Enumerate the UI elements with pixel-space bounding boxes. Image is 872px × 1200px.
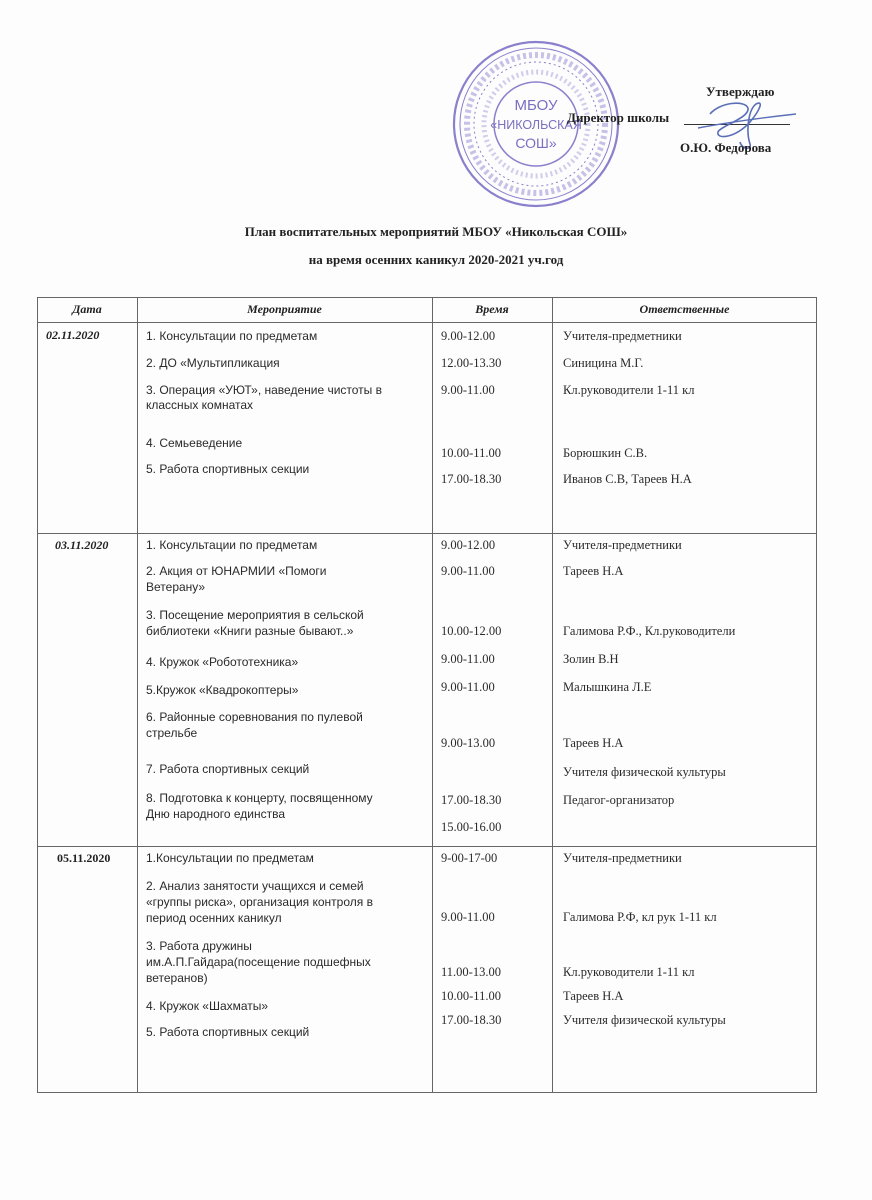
responsible-item: Борюшкин С.В. [563, 446, 648, 460]
svg-text:СОШ»: СОШ» [515, 135, 557, 151]
approval-role: Директор школы [567, 110, 670, 125]
activity-item: 4. Семьеведение [146, 436, 243, 450]
activity-item: 5. Работа спортивных секций [146, 1025, 310, 1039]
responsible-item: Учителя-предметники [563, 329, 682, 343]
activity-item: 2. Акция от ЮНАРМИИ «Помоги [146, 564, 327, 578]
time-item: 9.00-12.00 [441, 538, 496, 552]
responsible-item: Галимова Р.Ф, кл рук 1-11 кл [563, 910, 717, 924]
row-date: 02.11.2020 [46, 328, 100, 342]
activity-item: ветеранов) [146, 971, 208, 985]
responsible-item: Кл.руководители 1-11 кл [563, 383, 695, 397]
responsible-item: Синицина М.Г. [563, 356, 644, 370]
time-item: 9.00-11.00 [441, 680, 495, 694]
activity-item: «группы риска», организация контроля в [146, 895, 373, 909]
time-item: 9.00-11.00 [441, 910, 495, 924]
activity-item: 6. Районные соревнования по пулевой [146, 710, 363, 724]
responsible-item: Тареев Н.А [563, 989, 624, 1003]
activity-item: Ветерану» [146, 580, 206, 594]
time-item: 15.00-16.00 [441, 820, 502, 834]
row-divider [38, 846, 816, 847]
row-divider [38, 533, 816, 534]
time-item: 9.00-13.00 [441, 736, 496, 750]
row-date: 05.11.2020 [57, 851, 111, 865]
time-item: 9-00-17-00 [441, 851, 498, 865]
responsible-item: Педагог-организатор [563, 793, 675, 807]
activity-item: 5.Кружок «Квадрокоптеры» [146, 683, 299, 697]
time-item: 11.00-13.00 [441, 965, 501, 979]
approval-name: О.Ю. Федорова [680, 140, 772, 155]
responsible-item: Учителя-предметники [563, 538, 682, 552]
time-item: 17.00-18.30 [441, 1013, 502, 1027]
activity-item: классных комнатах [146, 398, 254, 412]
column-divider [432, 298, 433, 1092]
time-item: 12.00-13.30 [441, 356, 502, 370]
time-item: 9.00-11.00 [441, 383, 495, 397]
activity-item: 1. Консультации по предметам [146, 329, 318, 343]
time-item: 17.00-18.30 [441, 793, 502, 807]
column-divider [552, 298, 553, 1092]
document-title: План воспитательных мероприятий МБОУ «Никольская СОШ» [244, 224, 628, 239]
time-item: 9.00-11.00 [441, 652, 495, 666]
responsible-item: Малышкина Л.Е [563, 680, 652, 694]
time-item: 17.00-18.30 [441, 472, 502, 486]
header-date: Дата [72, 302, 102, 316]
activity-item: период осенних каникул [146, 911, 282, 925]
time-item: 10.00-11.00 [441, 446, 501, 460]
responsible-item: Галимова Р.Ф., Кл.руководители [563, 624, 736, 638]
activity-item: 4. Кружок «Шахматы» [146, 999, 269, 1013]
activity-item: 3. Работа дружины [146, 939, 252, 953]
responsible-item: Учителя физической культуры [563, 1013, 726, 1027]
row-date: 03.11.2020 [55, 538, 109, 552]
header-responsible: Ответственные [639, 302, 730, 316]
activity-item: 7. Работа спортивных секций [146, 762, 310, 776]
approval-title: Утверждаю [706, 84, 775, 99]
responsible-item: Тареев Н.А [563, 564, 624, 578]
column-divider [137, 298, 138, 1092]
time-item: 9.00-12.00 [441, 329, 496, 343]
activity-item: 5. Работа спортивных секции [146, 462, 310, 476]
svg-text:МБОУ: МБОУ [514, 97, 558, 114]
header-time: Время [475, 302, 509, 316]
responsible-item: Тареев Н.А [563, 736, 624, 750]
activity-item: 8. Подготовка к концерту, посвященному [146, 791, 373, 805]
responsible-item: Золин В.Н [563, 652, 619, 666]
activity-item: стрельбе [146, 726, 198, 740]
activity-item: 4. Кружок «Робототехника» [146, 655, 299, 669]
time-item: 10.00-11.00 [441, 989, 501, 1003]
activity-item: 2. ДО «Мультипликация [146, 356, 280, 370]
time-item: 9.00-11.00 [441, 564, 495, 578]
activity-item: 3. Операция «УЮТ», наведение чистоты в [146, 383, 383, 397]
activity-item: 2. Анализ занятости учащихся и семей [146, 879, 364, 893]
responsible-item: Учителя физической культуры [563, 765, 726, 779]
time-item: 10.00-12.00 [441, 624, 502, 638]
header-activity: Мероприятие [247, 302, 322, 316]
activity-item: Дню народного единства [146, 807, 286, 821]
responsible-item: Учителя-предметники [563, 851, 682, 865]
activity-item: им.А.П.Гайдара(посещение подшефных [146, 955, 371, 969]
responsible-item: Кл.руководители 1-11 кл [563, 965, 695, 979]
activity-item: 1.Консультации по предметам [146, 851, 314, 865]
activity-item: 1. Консультации по предметам [146, 538, 318, 552]
svg-text:«НИКОЛЬСКАЯ: «НИКОЛЬСКАЯ [490, 118, 582, 132]
document-subtitle: на время осенних каникул 2020-2021 уч.год [308, 252, 564, 267]
row-divider [38, 322, 816, 323]
activity-item: библиотеки «Книги разные бывают..» [146, 624, 354, 638]
responsible-item: Иванов С.В, Тареев Н.А [563, 472, 692, 486]
activity-item: 3. Посещение мероприятия в сельской [146, 608, 364, 622]
